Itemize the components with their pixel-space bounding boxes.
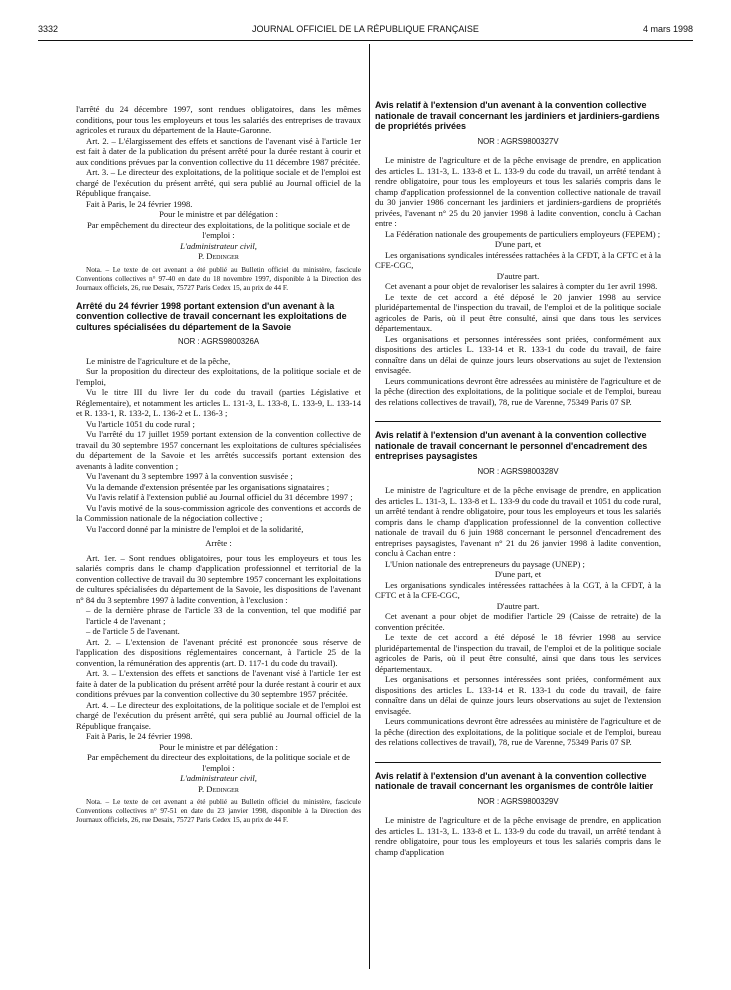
- paragraph: Le texte de cet accord a été déposé le 18 février 1998 au service pluridépartemental de l'inspection du travail, de l'emploi et de la politique sociale agricoles de Paris, où il peut être consulté, ainsi que dans tous les services départementaux.: [375, 632, 661, 674]
- header-rule: [38, 40, 693, 41]
- paragraph: Vu l'avenant du 3 septembre 1997 à la convention susvisée ;: [86, 471, 293, 481]
- signature-line: Par empêchement du directeur des exploitations, de la politique sociale et de l'emploi :: [87, 219, 350, 240]
- paragraph: Les organisations syndicales intéressées rattachées à la CFDT, à la CFTC et à la CFE-CGC,: [375, 249, 661, 270]
- right-column: [375, 100, 661, 857]
- article-3: Art. 3. – L'extension des effets et sanctions de l'avenant visé à l'article 1er est faite à dater de la publication du présent arrêté pour la durée restant à courir et aux conditions prévues par la convention collective du 30 septembre 1957 précitée.: [76, 668, 361, 699]
- paragraph: Les organisations syndicales intéressées rattachées à la CGT, à la CFDT, à la CFTC et à la CFE-CGC,: [375, 579, 661, 600]
- fait-a-paris: Fait à Paris, le 24 février 1998.: [86, 198, 193, 209]
- paragraph: Leurs communications devront être adressées au ministère de l'agriculture et de la pêche (direction des exploitations, de la politique sociale et de l'emploi, bureau des relations collectives de travail), 78, rue de Varenne, 75349 Paris 07 SP.: [375, 716, 661, 747]
- nor-reference: NOR : AGRS9800328V: [477, 466, 559, 476]
- issue-date: 4 mars 1998: [642, 24, 693, 34]
- nor-reference: NOR : AGRS9800329V: [477, 796, 559, 806]
- paragraph: Sur la proposition du directeur des exploitations, de la politique sociale et de l'emploi,: [76, 366, 361, 387]
- signature-title: L'administrateur civil,: [180, 773, 257, 783]
- paragraph: La Fédération nationale des groupements de particuliers employeurs (FEPEM) ;: [385, 228, 661, 239]
- article-2: Art. 2. – L'extension de l'avenant précité est prononcée sous réserve de l'application des dispositions réglementaires concernant, à l'article 25 de la convention, la rémunération des apprentis (art. D. 117-1 du code du travail).: [76, 636, 361, 668]
- paragraph: Cet avenant a pour objet de revaloriser les salaires à compter du 1er avril 1998.: [385, 281, 658, 291]
- paragraph: Les organisations et personnes intéressées sont priées, conformément aux dispositions des articles L. 133-14 et R. 133-1 du code du travail, de faire connaître dans un délai de quinze jours leurs observations au sujet de l'extension envisagée.: [375, 674, 661, 716]
- paragraph: Le ministre de l'agriculture et de la pêche,: [86, 355, 231, 366]
- paragraph: Le ministre de l'agriculture et de la pêche envisage de prendre, en application des articles L. 131-3, L. 133-8 et L. 133-9 du code du travail, un arrêté tendant à rendre obligatoire, pour tous les employeurs et tous les salariés compris dans le champ d'application: [375, 815, 661, 857]
- paragraph: L'Union nationale des entrepreneurs du paysage (UNEP) ;: [385, 558, 585, 569]
- notice-title: Avis relatif à l'extension d'un avenant à la convention collective nationale de travail concernant les jardiniers et jardiniers-gardiens de propriétés privées: [375, 100, 660, 131]
- notice-title: Avis relatif à l'extension d'un avenant à la convention collective nationale de travail concernant les organismes de contrôle laitier: [375, 770, 654, 791]
- paragraph: Vu l'avis motivé de la sous-commission agricole des conventions et accords de la Commission nationale de la négociation collective ;: [76, 502, 361, 523]
- left-column: [76, 104, 361, 825]
- signature-line: Pour le ministre et par délégation :: [159, 209, 278, 219]
- paragraph: Vu l'article 1051 du code rural ;: [86, 418, 195, 429]
- paragraph: Cet avenant a pour objet de modifier l'article 29 (Caisse de retraite) de la convention précitée.: [375, 611, 661, 632]
- paragraph: D'autre part.: [496, 270, 540, 281]
- section-separator: [375, 421, 661, 422]
- nota: Nota. – Le texte de cet avenant a été publié au Bulletin officiel du ministère, fascicule Conventions collectives n° 97-51 en date du 23 janvier 1998, disponible à la Direction des Journaux officiels, 26, rue Desaix, 75727 Paris Cedex 15, au prix de 44 F.: [76, 798, 361, 824]
- paragraph: Vu la demande d'extension présentée par les organisations signataires ;: [86, 481, 330, 492]
- article-3: Art. 3. – Le directeur des exploitations, de la politique sociale et de l'emploi est chargé de l'exécution du présent arrêté, qui sera publié au Journal officiel de la République française.: [76, 167, 361, 198]
- decree-title: Arrêté du 24 février 1998 portant extension d'un avenant à la convention collective de travail concernant les exploitations de cultures spécialisées du département de la Savoie: [76, 300, 347, 332]
- page-header: [38, 24, 693, 38]
- paragraph: l'arrêté du 24 décembre 1997, sont rendues obligatoires, dans les mêmes conditions, pour tous les employeurs et tous les salariés des entreprises de travaux agricoles et ruraux du département de la Haute-Garonne.: [76, 104, 361, 135]
- signatory-name: P. Dedinger: [198, 251, 239, 261]
- paragraph: Les organisations et personnes intéressées sont priées, conformément aux dispositions des articles L. 133-14 et R. 133-1 du code du travail, de faire connaître dans un délai de quinze jours leurs observations au sujet de l'extension envisagée.: [375, 333, 661, 375]
- column-divider: [369, 44, 370, 969]
- paragraph: Vu le titre III du livre Ier du code du travail (parties Législative et Réglementaire), et notamment les articles L. 131-3, L. 133-8, L. 133-9, L. 133-14 et R. 133-1, R. 133-2, L. 136-2 et L. 136-3 ;: [76, 387, 361, 418]
- nota: Nota. – Le texte de cet avenant a été publié au Bulletin officiel du ministère, fascicule Conventions collectives n° 97-40 en date du 18 novembre 1997, disponible à la Direction des Journaux officiels, 26, rue Desaix, 75727 Paris Cedex 15, au prix de 44 F.: [76, 265, 361, 292]
- paragraph: Vu l'accord donné par la ministre de l'emploi et de la solidarité,: [86, 523, 304, 534]
- paragraph: Le ministre de l'agriculture et de la pêche envisage de prendre, en application des articles L. 131-3, L. 133-8 et L. 133-9 du code du travail, un arrêté tendant à rendre obligatoire, pour tous les employeurs et tous les salariés compris dans le champ d'application professionnel de la convention collective nationale de travail du 30 janvier 1986 concernant les jardiniers et jardiniers-gardiens de propriétés privées, l'avenant n° 25 du 20 janvier 1998 à ladite convention, conclu à Cachan entre :: [375, 155, 661, 228]
- paragraph: D'une part, et: [494, 569, 542, 579]
- paragraph: Le texte de cet accord a été déposé le 20 janvier 1998 au service pluridépartemental de l'inspection du travail, de l'emploi et de la politique sociale agricoles de Paris, où il peut être consulté, ainsi que dans tous les services départementaux.: [375, 291, 661, 333]
- nor-reference: NOR : AGRS9800327V: [477, 136, 559, 146]
- article-4: Art. 4. – Le directeur des exploitations, de la politique sociale et de l'emploi est chargé de l'exécution du présent arrêté, qui sera publié au Journal officiel de la République française.: [76, 699, 361, 731]
- article-2: Art. 2. – L'élargissement des effets et sanctions de l'avenant visé à l'article 1er est fait à dater de la publication du présent arrêté pour la durée restant à courir et aux conditions prévues par la convention collective du 11 décembre 1987 précitée.: [76, 135, 361, 167]
- notice-title: Avis relatif à l'extension d'un avenant à la convention collective nationale de travail concernant le personnel d'encadrement des entreprises paysagistes: [375, 430, 648, 461]
- paragraph: D'une part, et: [494, 239, 542, 249]
- journal-title: JOURNAL OFFICIEL DE LA RÉPUBLIQUE FRANÇAISE: [252, 24, 479, 34]
- paragraph: Le ministre de l'agriculture et de la pêche envisage de prendre, en application des articles L. 131-3, L. 133-8 et L. 133-9 du code du travail et 1051 du code rural, un arrêté tendant à rendre obligatoire, pour tous les employeurs et tous les salariés compris dans le champ d'application professionnel de la convention collective nationale de travail du 6 juin 1988 concernant le personnel d'encadrement des entreprises paysagistes, l'avenant n° 21 du 26 janvier 1998 à ladite convention, conclu à Cachan entre :: [375, 485, 661, 558]
- fait-a-paris: Fait à Paris, le 24 février 1998.: [86, 731, 193, 741]
- nor-reference: NOR : AGRS9800326A: [177, 337, 260, 346]
- article-1: Art. 1er. – Sont rendues obligatoires, pour tous les employeurs et tous les salariés compris dans le champ d'application professionnel et territorial de la convention collective de travail du 30 septembre 1957 concernant les exploitations de cultures spécialisées du département de la Savoie, les dispositions de l'avenant n° 84 du 3 septembre 1997 à ladite convention, à l'exclusion :: [76, 552, 361, 605]
- signatory-name: P. Dedinger: [198, 783, 239, 794]
- paragraph: Vu l'arrêté du 17 juillet 1959 portant extension de la convention collective de travail du 30 septembre 1957 concernant les exploitations de cultures spécialisées du département de la Savoie et les arrêtés successifs portant extension des avenants à ladite convention ;: [76, 429, 361, 471]
- arrete-heading: Arrête :: [205, 538, 232, 548]
- signature-line: Par empêchement du directeur des exploitations, de la politique sociale et de l'emploi :: [87, 752, 350, 773]
- signature-title: L'administrateur civil,: [180, 240, 257, 251]
- paragraph: Leurs communications devront être adressées au ministère de l'agriculture et de la pêche (direction des exploitations, de la politique sociale et de l'emploi, bureau des relations collectives de travail), 78, rue de Varenne, 75349 Paris 07 SP.: [375, 375, 661, 407]
- list-item: – de l'article 5 de l'avenant.: [86, 626, 180, 636]
- signature-line: Pour le ministre et par délégation :: [159, 741, 278, 752]
- page-number: 3332: [38, 24, 59, 34]
- section-separator: [375, 762, 661, 763]
- paragraph: D'autre part.: [496, 600, 540, 611]
- paragraph: Vu l'avis relatif à l'extension publié au Journal officiel du 31 décembre 1997 ;: [86, 492, 353, 502]
- list-item: – de la dernière phrase de l'article 33 de la convention, tel que modifié par l'article 4 de l'avenant ;: [86, 605, 361, 626]
